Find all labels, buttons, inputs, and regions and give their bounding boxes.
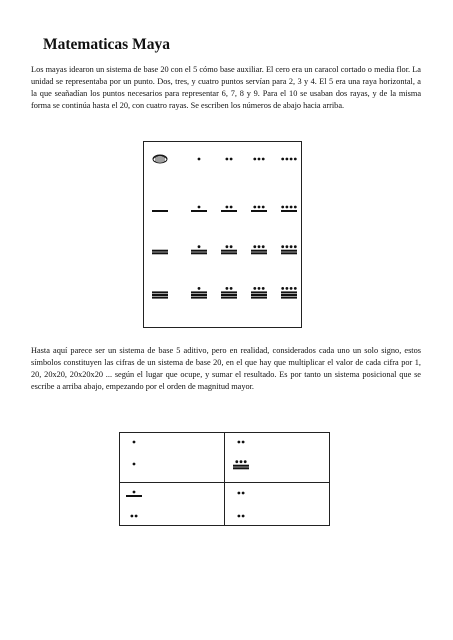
bar: [191, 252, 207, 254]
dot: [262, 245, 265, 248]
dot: [294, 158, 297, 161]
dot: [238, 441, 241, 444]
dot: [258, 245, 261, 248]
bar: [221, 252, 237, 254]
maya-numeral-0: [153, 155, 167, 163]
dot: [198, 245, 201, 248]
dot: [235, 460, 238, 463]
bar: [152, 291, 168, 293]
dot: [242, 441, 245, 444]
dot: [286, 158, 289, 161]
bar: [191, 210, 207, 212]
dot: [262, 158, 265, 161]
bar: [221, 250, 237, 252]
bar: [251, 294, 267, 296]
maya-numeral-7: [221, 206, 237, 212]
dot: [226, 245, 229, 248]
dot: [242, 515, 245, 518]
dot: [226, 287, 229, 290]
bar: [152, 210, 168, 212]
explanation-paragraph: Hasta aquí parece ser un sistema de base 5 aditivo, pero en realidad, considerados cada uno un solo signo, estos símbolos constituyen las cifras de un sistema de base 20, en el que hay que multiplicar el valor de cada cifra por 1, 20, 20x20, 20x20x20 ... según el lugar que ocupe, y sumar el resultado. Es por tanto un sistema posicional que se escribe a arriba abajo, empezando por el orden de magnitud mayor.: [31, 346, 421, 391]
dot: [198, 287, 201, 290]
bar: [251, 291, 267, 293]
bar: [191, 294, 207, 296]
bar: [152, 252, 168, 254]
maya-numeral-15: [152, 291, 168, 298]
positional-example-figure: [119, 432, 330, 526]
shell-icon: [153, 155, 167, 163]
maya-numeral-8: [251, 206, 267, 212]
numeral-table-svg: [144, 142, 301, 327]
dot: [294, 206, 297, 209]
bar: [281, 250, 297, 252]
maya-numeral-11: [191, 245, 207, 254]
dot: [286, 206, 289, 209]
positional-example-svg: [120, 433, 329, 525]
bar: [152, 294, 168, 296]
dot: [244, 460, 247, 463]
maya-numeral-18: [251, 287, 267, 299]
dot: [198, 158, 201, 161]
dot: [258, 158, 261, 161]
dot: [230, 206, 233, 209]
bar: [191, 250, 207, 252]
maya-numeral-1: [133, 463, 136, 466]
maya-numeral-5: [152, 210, 168, 212]
bar: [191, 297, 207, 299]
maya-numeral-13: [251, 245, 267, 254]
maya-numeral-2: [238, 515, 245, 518]
dot: [294, 287, 297, 290]
dot: [133, 491, 136, 494]
dot: [133, 463, 136, 466]
dot: [253, 287, 256, 290]
dot: [294, 245, 297, 248]
bar: [126, 495, 142, 497]
bar: [221, 210, 237, 212]
maya-numeral-19: [281, 287, 297, 299]
bar: [281, 252, 297, 254]
maya-numeral-1: [133, 441, 136, 444]
dot: [281, 287, 284, 290]
bar: [281, 291, 297, 293]
dot: [281, 206, 284, 209]
dot: [290, 245, 293, 248]
bar: [251, 297, 267, 299]
dot: [290, 158, 293, 161]
dot: [135, 515, 138, 518]
maya-numeral-17: [221, 287, 237, 299]
dot: [230, 245, 233, 248]
maya-numeral-1: [198, 158, 201, 161]
dot: [131, 515, 134, 518]
dot: [258, 206, 261, 209]
bar: [251, 252, 267, 254]
dot: [226, 206, 229, 209]
dot: [253, 245, 256, 248]
dot: [242, 492, 245, 495]
maya-numeral-9: [281, 206, 297, 212]
dot: [258, 287, 261, 290]
maya-numeral-14: [281, 245, 297, 254]
dot: [198, 206, 201, 209]
dot: [238, 515, 241, 518]
dot: [226, 158, 229, 161]
maya-numeral-12: [221, 245, 237, 254]
dot: [238, 492, 241, 495]
dot: [262, 206, 265, 209]
maya-numeral-16: [191, 287, 207, 299]
page-title: Matematicas Maya: [43, 36, 170, 53]
bar: [233, 467, 249, 469]
maya-numeral-4: [281, 158, 296, 161]
dot: [253, 206, 256, 209]
dot: [240, 460, 243, 463]
dot: [262, 287, 265, 290]
maya-numeral-6: [126, 491, 142, 497]
bar: [281, 294, 297, 296]
dot: [286, 245, 289, 248]
bar: [221, 291, 237, 293]
bar: [281, 297, 297, 299]
maya-numeral-2: [238, 441, 245, 444]
bar: [221, 294, 237, 296]
bar: [221, 297, 237, 299]
maya-numeral-2: [131, 515, 138, 518]
dot: [281, 158, 284, 161]
maya-numeral-2: [238, 492, 245, 495]
bar: [251, 250, 267, 252]
bar: [251, 210, 267, 212]
dot: [253, 158, 256, 161]
dot: [230, 158, 233, 161]
dot: [286, 287, 289, 290]
intro-paragraph: Los mayas idearon un sistema de base 20 con el 5 cómo base auxiliar. El cero era un caracol cortado o media flor. La unidad se representaba por un punto. Dos, tres, y cuatro puntos servían para 2, 3 y 4. El 5 era una raya horizontal, a la que seañadían los puntos necesarios para representar 6, 7, 8 y 9. Para el 10 se usaban dos rayas, y de la misma forma se continúa hasta el 20, con cuatro rayas. Se escriben los números de abajo hacia arriba.: [31, 65, 421, 110]
bar: [191, 291, 207, 293]
maya-numeral-6: [191, 206, 207, 212]
maya-numeral-3: [253, 158, 264, 161]
dot: [230, 287, 233, 290]
numeral-table-figure: [143, 141, 302, 328]
bar: [233, 465, 249, 467]
maya-numeral-2: [226, 158, 233, 161]
bar: [152, 297, 168, 299]
dot: [290, 287, 293, 290]
dot: [290, 206, 293, 209]
bar: [281, 210, 297, 212]
dot: [281, 245, 284, 248]
bar: [152, 250, 168, 252]
maya-numeral-10: [152, 250, 168, 255]
maya-numeral-13: [233, 460, 249, 469]
dot: [133, 441, 136, 444]
